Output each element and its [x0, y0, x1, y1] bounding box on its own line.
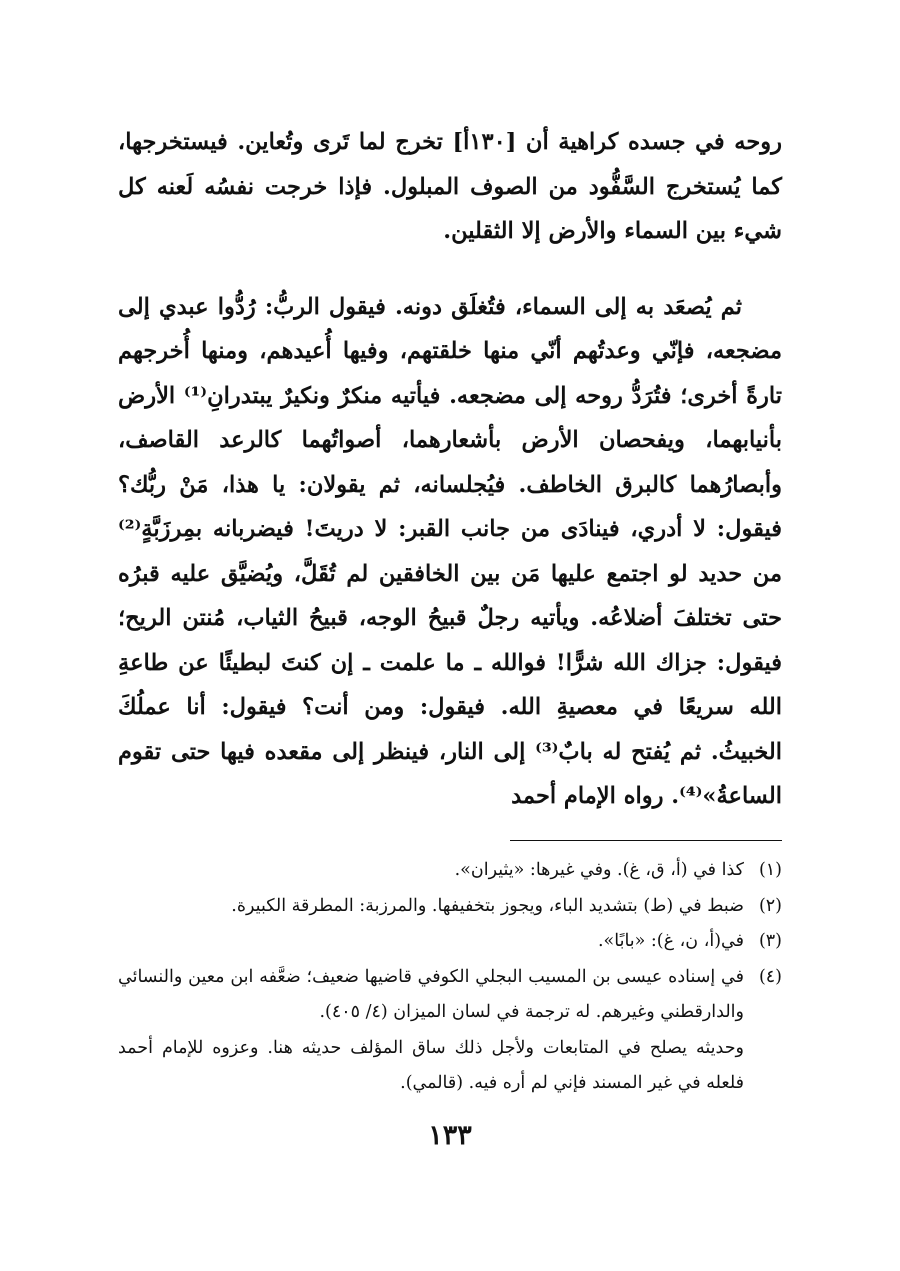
footnote-separator: [510, 840, 782, 841]
footnote-line: كذا في (أ، ق، غ). وفي غيرها: «يثيران».: [454, 860, 744, 880]
footnote-line: ضبط في (ط) بتشديد الباء، ويجوز بتخفيفها. والمرزبة: المطرقة الكبيرة.: [231, 895, 744, 916]
footnote-text: [118, 889, 744, 925]
footnote-line: في(أ، ن، غ): «بابًا».: [597, 931, 744, 951]
footnote-text: [118, 960, 744, 1102]
paragraph: روحه في جسده كراهية أن [١٣٠أ] تخرج لما تَرى وتُعاين. فيستخرجها، كما يُستخرج السَّفُّود من الصوف المبلول. فإذا خرجت نفسُه لَعنه كل شيء بين السماء والأرض إلا الثقلين.: [118, 129, 782, 244]
footnote-number: (١): [758, 860, 782, 880]
footnotes: [118, 853, 782, 1102]
footnote-number: (٢): [758, 895, 782, 916]
footnote-line: في إسناده عيسى بن المسيب البجلي الكوفي قاضيها ضعيف؛ ضعَّفه ابن معين والنسائي والدارقطني وغيرهم. له ترجمة في لسان الميزان (٤/ ٤٠٥).: [118, 966, 744, 1022]
footnote-text: [118, 853, 744, 889]
footnote-2: [118, 889, 782, 925]
paragraph: ثم يُصعَد به إلى السماء، فتُغلَق دونه. فيقول الربُّ: رُدُّوا عبدي إلى مضجعه، فإنّي وعدتُهم أنّي منها خلقتهم، وفيها أُعيدهم، ومنها أُخرجهم تارةً أخرى؛ فتُرَدُّ روحه إلى مضجعه. فيأتيه منكرٌ ونكيرٌ يبتدرانِ⁽¹⁾ الأرض بأنيابهما، ويفحصان الأرض بأشعارهما، أصواتُهما كالرعد القاصف، وأبصارُهما كالبرق الخاطف. فيُجلسانه، ثم يقولان: يا هذا، مَنْ ربُّك؟ فيقول: لا أدري، فينادَى من جانب القبر: لا دريتَ! فيضربانه بمِرزَبَّةٍ⁽²⁾ من حديد لو اجتمع عليها مَن بين الخافقين لم تُقَلَّ، ويُضيَّق عليه قبرُه حتى تختلفَ أضلاعُه. ويأتيه رجلٌ قبيحُ الوجه، قبيحُ الثياب، مُنتن الريح؛ فيقول: جزاك الله شرًّا! فوالله ـ ما علمت ـ إن كنتَ لبطيئًا عن طاعةِ الله سريعًا في معصيةِ الله. فيقول: ومن أنت؟ فيقول: أنا عملُكَ الخبيثُ. ثم يُفتح له بابٌ⁽³⁾ إلى النار، فينظر إلى مقعده فيها حتى تقوم الساعةُ»⁽⁴⁾. رواه الإمام أحمد: [118, 293, 783, 809]
footnote-line: وحديثه يصلح في المتابعات ولأجل ذلك ساق المؤلف حديثه هنا. وعزوه للإمام أحمد فلعله في غير المسند فإني لم أره فيه. (قالمي).: [118, 1037, 744, 1093]
footnote-4: [118, 960, 782, 1102]
footnote-number: (٤): [758, 966, 782, 987]
footnote-3: [118, 924, 782, 960]
footnote-1: [118, 853, 782, 889]
footnote-number: (٣): [758, 931, 782, 951]
page-number: ١٣٣: [428, 1120, 472, 1151]
main-text: [118, 120, 782, 819]
footnote-text: [118, 924, 744, 960]
